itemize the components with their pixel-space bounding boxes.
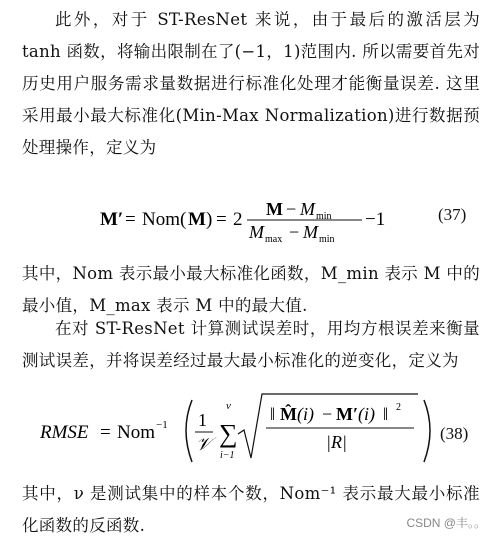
eq38-lhs: RMSE — [40, 422, 89, 443]
eq37-arg: M — [188, 209, 206, 230]
eq37-num-a: M — [266, 199, 283, 219]
eq37-den-minus: − — [289, 222, 300, 242]
eq37-equals-1: = — [125, 209, 136, 230]
eq38-num-i2: (i) — [358, 404, 375, 424]
eq38-frac-num: 1 — [198, 410, 207, 430]
eq37-lhs: M′ — [100, 209, 124, 230]
eq38-den: |R| — [326, 432, 347, 452]
eq38-num-i1: (i) — [297, 404, 314, 424]
eq38-norm-right: ‖ — [383, 404, 389, 424]
eq38-sum-sign: ∑ — [219, 419, 238, 448]
eq37-tail: −1 — [365, 209, 386, 230]
eq38-sum-top: ν — [226, 400, 231, 412]
paragraph-variables: 其中，ν 是测试集中的样本个数，Nom⁻¹ 表示最大最小标准化函数的反函数. — [22, 484, 480, 535]
eq37-equals-2: = — [216, 209, 227, 230]
eq38-right-paren — [424, 400, 430, 462]
eq37-func: Nom( — [142, 209, 187, 230]
eq37-close: ) — [206, 209, 213, 230]
eq37-num-b: M — [300, 199, 315, 219]
eq37-num-minus: − — [286, 199, 297, 219]
equation-37-svg — [0, 195, 500, 245]
eq37-den-a: M — [249, 222, 264, 242]
equation-38-svg — [0, 388, 500, 470]
eq38-sum-bottom: i−1 — [220, 450, 235, 461]
eq38-num-mprime: M′ — [336, 404, 359, 424]
eq38-left-paren — [186, 400, 192, 462]
paragraph-nom-definition: 其中，Nom 表示最小最大标准化函数，M_min 表示 M 中的最小值，M_max 表示 M 中的最大值. — [22, 264, 480, 315]
eq37-den-b-sub: min — [319, 234, 335, 245]
eq38-num-hat: M̂ — [280, 404, 297, 424]
eq38-norm-left: ‖ — [270, 404, 276, 424]
eq38-frac-den: 𝒱 — [196, 434, 211, 454]
equation-37 — [0, 195, 500, 245]
equation-number-37: (37) — [438, 205, 467, 224]
eq37-num-b-sub: min — [316, 211, 332, 222]
equation-38 — [0, 388, 500, 470]
eq38-num-minus: − — [322, 404, 333, 424]
paragraph-rmse-intro: 在对 ST-ResNet 计算测试误差时，用均方根误差来衡量测试误差，并将误差经过最大最小标准化的逆变化，定义为 — [22, 319, 480, 370]
csdn-watermark: CSDN @丰。。 — [406, 516, 486, 530]
equation-number-38: (38) — [440, 424, 469, 443]
eq37-den-a-sub: max — [265, 234, 283, 245]
eq38-num-square: 2 — [396, 402, 401, 413]
eq38-func: Nom — [117, 422, 155, 443]
eq37-den-b: M — [303, 222, 318, 242]
eq37-coef: 2 — [233, 209, 243, 230]
paragraph-minmax-intro: 此外，对于 ST-ResNet 来说，由于最后的激活层为 tanh 函数，将输出限制在了(−1，1)范围内. 所以需要首先对历史用户服务需求量数据进行标准化处理才能衡量误差. 这里采用最小最大标准化(Min-Max Normalization)进行数据预处理操作，定义为 — [22, 10, 480, 157]
eq38-equals: = — [100, 422, 111, 443]
eq38-func-sup: −1 — [156, 419, 168, 431]
